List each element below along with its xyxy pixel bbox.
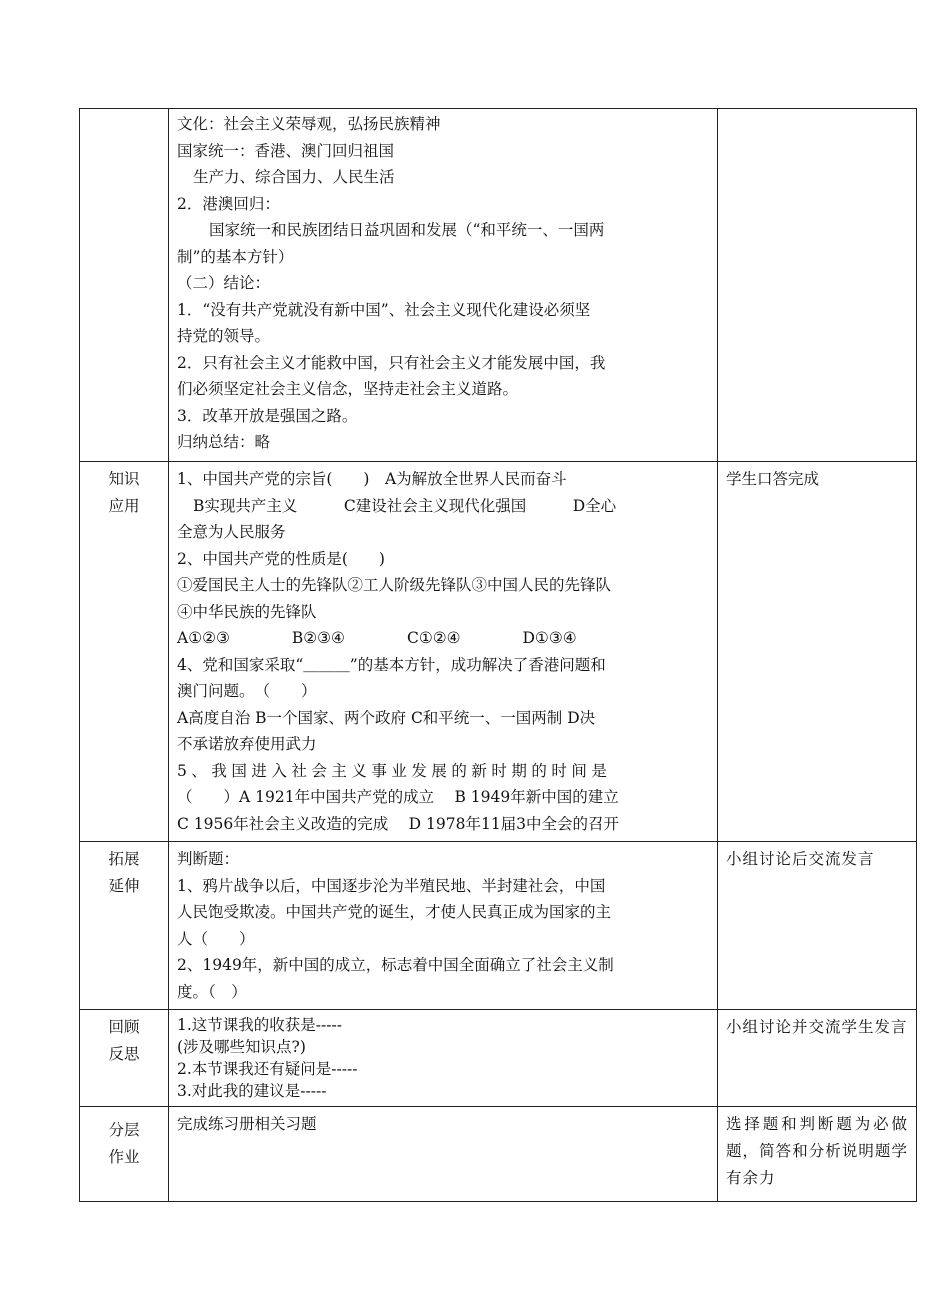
- content-line: 3.对此我的建议是-----: [177, 1082, 327, 1100]
- table-row: [80, 109, 917, 462]
- content-line: ①爱国民主人士的先锋队②工人阶级先锋队③中国人民的先锋队: [177, 576, 612, 594]
- content-line: 人（ ）: [177, 929, 255, 948]
- content-line: 度。（ ）: [177, 982, 247, 1001]
- content-line: (涉及哪些知识点?): [177, 1038, 306, 1056]
- content-line: A高度自治 B一个国家、两个政府 C和平统一、一国两制 D决: [177, 708, 596, 727]
- content-line: 制”的基本方针）: [177, 247, 294, 266]
- note-text: 学生口答完成: [726, 470, 820, 488]
- note-cell: [718, 109, 917, 462]
- content-line: A①②③ B②③④ C①②④ D①③④: [177, 629, 577, 647]
- row-label-cell: [80, 1107, 169, 1202]
- content-cell: [169, 462, 718, 842]
- content-line: 人民饱受欺凌。中国共产党的诞生，才使人民真正成为国家的主: [177, 903, 612, 921]
- row-label: 回顾: [108, 1018, 140, 1036]
- row-label-cell: [80, 462, 169, 842]
- content-line: 2．只有社会主义才能救中国，只有社会主义才能发展中国，我: [177, 353, 606, 372]
- content-line: 生产力、综合国力、人民生活: [193, 168, 395, 186]
- content-line: 文化：社会主义荣辱观，弘扬民族精神: [177, 115, 441, 133]
- row-label-cell: [80, 109, 169, 462]
- row-label-cell: [80, 1010, 169, 1107]
- row-label: 作业: [108, 1148, 140, 1166]
- content-line: 澳门问题。 （ ）: [177, 682, 317, 700]
- content-line: 1、鸦片战争以后，中国逐步沦为半殖民地、半封建社会，中国: [177, 876, 606, 895]
- content-line: 2.本节课我还有疑问是-----: [177, 1060, 358, 1078]
- content-line: 国家统一和民族团结日益巩固和发展（“和平统一、一国两: [209, 221, 605, 239]
- content-cell: [169, 842, 718, 1010]
- row-label: 拓展: [108, 850, 140, 868]
- content-line: 2、中国共产党的性质是( ): [177, 549, 385, 568]
- note-cell: [718, 462, 917, 842]
- content-cell: [169, 1107, 718, 1202]
- content-line: 1．“没有共产党就没有新中国”、社会主义现代化建设必须坚: [177, 300, 591, 319]
- note-cell: [718, 1107, 917, 1202]
- content-line: 国家统一：香港、澳门回归祖国: [177, 141, 395, 160]
- row-label: 分层: [108, 1121, 140, 1139]
- table-row: [80, 1107, 917, 1202]
- content-cell: [169, 1010, 718, 1107]
- content-line: 1、中国共产党的宗旨( ) A为解放全世界人民而奋斗: [177, 470, 567, 488]
- content-line: 3．改革开放是强国之路。: [177, 406, 358, 425]
- content-cell: [169, 109, 718, 462]
- table-row: [80, 1010, 917, 1107]
- note-text: 小组讨论后交流发言: [726, 850, 875, 868]
- content-line: 完成练习册相关习题: [177, 1115, 317, 1133]
- content-line: 全意为人民服务: [177, 523, 286, 541]
- row-label: 延伸: [108, 877, 140, 895]
- row-label: 知识: [108, 470, 140, 488]
- content-line: 5、我国进入社会主义事业发展的新时期的时间是: [177, 761, 612, 780]
- note-text: 小组讨论并交流学生发言: [726, 1018, 908, 1036]
- row-label: 应用: [108, 497, 140, 515]
- note-cell: [718, 1010, 917, 1107]
- content-line: 1.这节课我的收获是-----: [177, 1016, 342, 1034]
- row-label-cell: [80, 842, 169, 1010]
- content-line: （二）结论：: [177, 274, 271, 292]
- content-line: 不承诺放弃使用武力: [177, 735, 317, 753]
- row-label: 反思: [108, 1045, 140, 1063]
- content-line: 判断题：: [177, 850, 240, 868]
- table-row: [80, 842, 917, 1010]
- content-line: C 1956年社会主义改造的完成 D 1978年11届3中全会的召开: [177, 814, 620, 833]
- note-text: 选择题和判断题为必做题，简答和分析说明题学有余力: [726, 1115, 908, 1187]
- content-line: 4、党和国家采取“＿＿＿”的基本方针，成功解决了香港问题和: [177, 655, 606, 674]
- note-cell: [718, 842, 917, 1010]
- content-line: 们必须坚定社会主义信念，坚持走社会主义道路。: [177, 380, 519, 398]
- table-row: [80, 462, 917, 842]
- content-line: 持党的领导。: [177, 327, 271, 345]
- content-line: ④中华民族的先锋队: [177, 602, 317, 621]
- lesson-plan-table: [79, 108, 917, 1202]
- content-line: 2、1949年，新中国的成立，标志着中国全面确立了社会主义制: [177, 956, 614, 974]
- content-line: 归纳总结：略: [177, 433, 271, 451]
- content-line: B实现共产主义 C建设社会主义现代化强国 D全心: [193, 496, 617, 515]
- content-line: （ ）A 1921年中国共产党的成立 B 1949年新中国的建立: [177, 788, 619, 806]
- content-line: 2．港澳回归：: [177, 194, 280, 213]
